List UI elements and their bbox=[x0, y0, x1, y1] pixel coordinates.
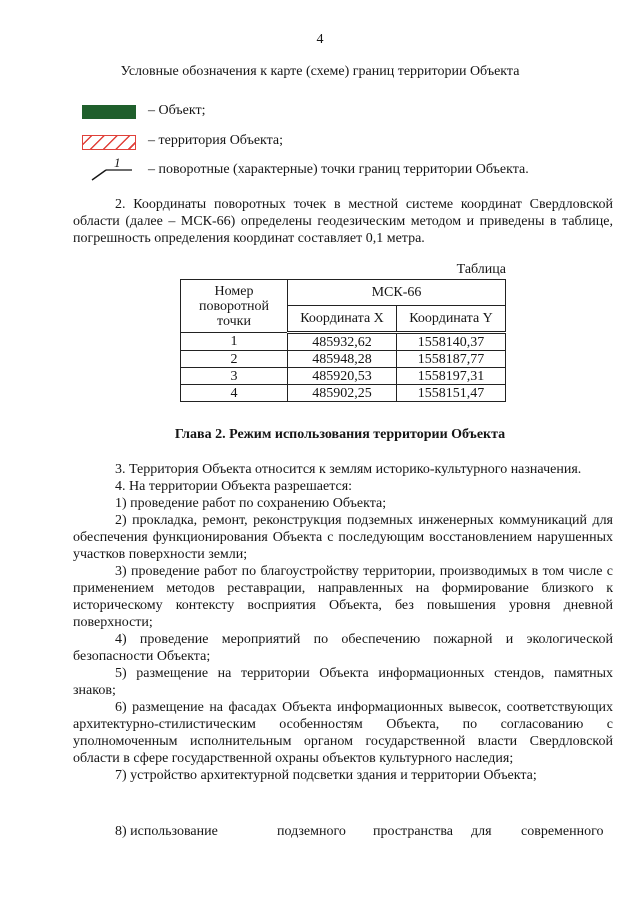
header-coordinate-x: Координата X bbox=[288, 306, 397, 333]
list-item: 2) прокладка, ремонт, реконструкция подземных инженерных коммуникаций для обеспечения функционирования Объекта с последующим восстановлением нарушенных участков поверхности земли; bbox=[73, 513, 613, 562]
hatched-territory-icon bbox=[82, 135, 136, 150]
item-8-word: для bbox=[471, 824, 492, 839]
item-8-word: подземного bbox=[277, 824, 346, 839]
cell-x: 485948,28 bbox=[288, 351, 397, 368]
page-number: 4 bbox=[316, 32, 324, 47]
legend-label-territory: – территория Объекта; bbox=[148, 133, 284, 148]
chapter-body bbox=[73, 461, 613, 784]
cell-y: 1558187,77 bbox=[397, 351, 506, 368]
legend-label-object: – Объект; bbox=[148, 103, 206, 118]
cell-point-number: 4 bbox=[181, 385, 288, 402]
legend-title: Условные обозначения к карте (схеме) границ территории Объекта bbox=[120, 64, 520, 79]
cell-x: 485902,25 bbox=[288, 385, 397, 402]
list-item: 3) проведение работ по благоустройству территории, производимых в том числе с применением методов реставрации, направленных на формирование близкого к историческому контексту восприятия Объекта, без повышения уровня дневной поверхности; bbox=[73, 564, 613, 630]
cell-x: 485932,62 bbox=[288, 333, 397, 351]
table-row bbox=[181, 333, 506, 351]
table-row bbox=[181, 368, 506, 385]
item-8-word: современного bbox=[521, 824, 604, 839]
chapter-heading: Глава 2. Режим использования территории Объекта bbox=[174, 427, 506, 442]
cell-point-number: 1 bbox=[181, 333, 288, 351]
table-row bbox=[181, 385, 506, 402]
paragraph-4: 4. На территории Объекта разрешается: bbox=[115, 479, 353, 494]
cell-y: 1558197,31 bbox=[397, 368, 506, 385]
cell-y: 1558151,47 bbox=[397, 385, 506, 402]
paragraph-3: 3. Территория Объекта относится к землям историко-культурного назначения. bbox=[115, 462, 582, 477]
item-8-word: 8) использование bbox=[115, 824, 218, 839]
object-fill-icon bbox=[82, 105, 136, 119]
coordinates-table bbox=[180, 279, 506, 402]
turning-point-icon bbox=[88, 156, 138, 182]
cell-point-number: 3 bbox=[181, 368, 288, 385]
legend-item-turning-point bbox=[0, 156, 640, 182]
header-point-number: Номер поворотной точки bbox=[181, 280, 288, 333]
list-item: 6) размещение на фасадах Объекта информационных вывесок, соответствующих архитектурно-стилистическим особенностям Объекта, по согласованию с уполномоченным исполнительным органом государственной власти Свердловской области в сфере государственной охраны объектов культурного наследия; bbox=[73, 700, 613, 766]
header-coordinate-system: МСК-66 bbox=[288, 280, 506, 306]
list-item: 7) устройство архитектурной подсветки здания и территории Объекта; bbox=[115, 768, 537, 783]
header-coordinate-y: Координата Y bbox=[397, 306, 506, 333]
turning-point-marker: 1 bbox=[114, 156, 121, 170]
cell-x: 485920,53 bbox=[288, 368, 397, 385]
list-item: 4) проведение мероприятий по обеспечению пожарной и экологической безопасности Объекта; bbox=[73, 632, 613, 664]
item-8-word: пространства bbox=[373, 824, 454, 839]
list-item: 1) проведение работ по сохранению Объекта; bbox=[115, 496, 387, 511]
legend-label-turning-point: – поворотные (характерные) точки границ территории Объекта. bbox=[148, 162, 529, 177]
list-item: 5) размещение на территории Объекта информационных стендов, памятных знаков; bbox=[73, 666, 613, 698]
table-caption: Таблица bbox=[456, 262, 506, 277]
paragraph-2: 2. Координаты поворотных точек в местной системе координат Свердловской области (далее – МСК-66) определены геодезическим методом и приведены в таблице, погрешность определения координат составляет 0,1 метра. bbox=[73, 197, 613, 246]
cell-y: 1558140,37 bbox=[397, 333, 506, 351]
legend-item-object bbox=[0, 103, 640, 123]
legend-item-territory bbox=[0, 133, 640, 153]
table-row bbox=[181, 351, 506, 368]
cell-point-number: 2 bbox=[181, 351, 288, 368]
